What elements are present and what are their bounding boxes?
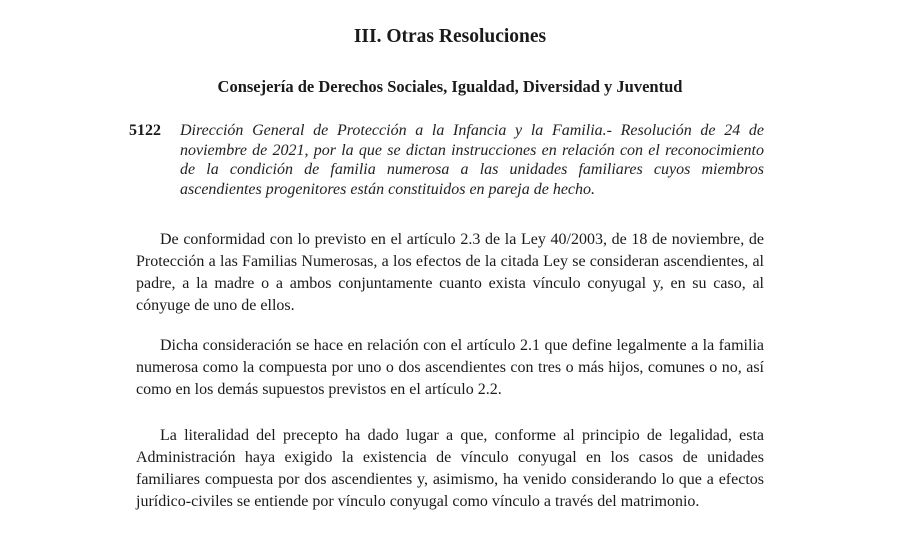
department-heading: Consejería de Derechos Sociales, Igualdad, Diversidad y Juventud <box>217 77 683 96</box>
resolution-summary: Dirección General de Protección a la Infancia y la Familia.- Resolución de 24 de noviembre de 2021, por la que se dictan instrucciones en relación con el reconocimiento de la condición de familia numerosa a las unidades familiares cuyos miembros ascendientes progenitores están constituidos en pareja de hecho. <box>180 122 764 198</box>
resolution-number: 5122 <box>129 122 161 139</box>
body-paragraph-2: Dicha consideración se hace en relación con el artículo 2.1 que define legalmente a la familia numerosa como la compuesta por uno o dos ascendientes con tres o más hijos, comunes o no, así como en los demás supuestos previstos en el artículo 2.2. <box>136 337 764 398</box>
section-title: III. Otras Resoluciones <box>353 26 547 47</box>
body-paragraph-1: De conformidad con lo previsto en el artículo 2.3 de la Ley 40/2003, de 18 de noviembre, de Protección a las Familias Numerosas, a los efectos de la citada Ley se consideran ascendientes, al padre, a la madre o a ambos conjuntamente cuanto exista vínculo conyugal y, en su caso, al cónyuge de uno de ellos. <box>136 231 764 314</box>
body-paragraph-3: La literalidad del precepto ha dado lugar a que, conforme al principio de legalidad, esta Administración haya exigido la existencia de vínculo conyugal en los casos de unidades familiares compuesta por dos ascendientes y, asimismo, ha venido considerando lo que a efectos jurídico-civiles se entiende por vínculo conyugal como vínculo a través del matrimonio. <box>136 427 764 510</box>
